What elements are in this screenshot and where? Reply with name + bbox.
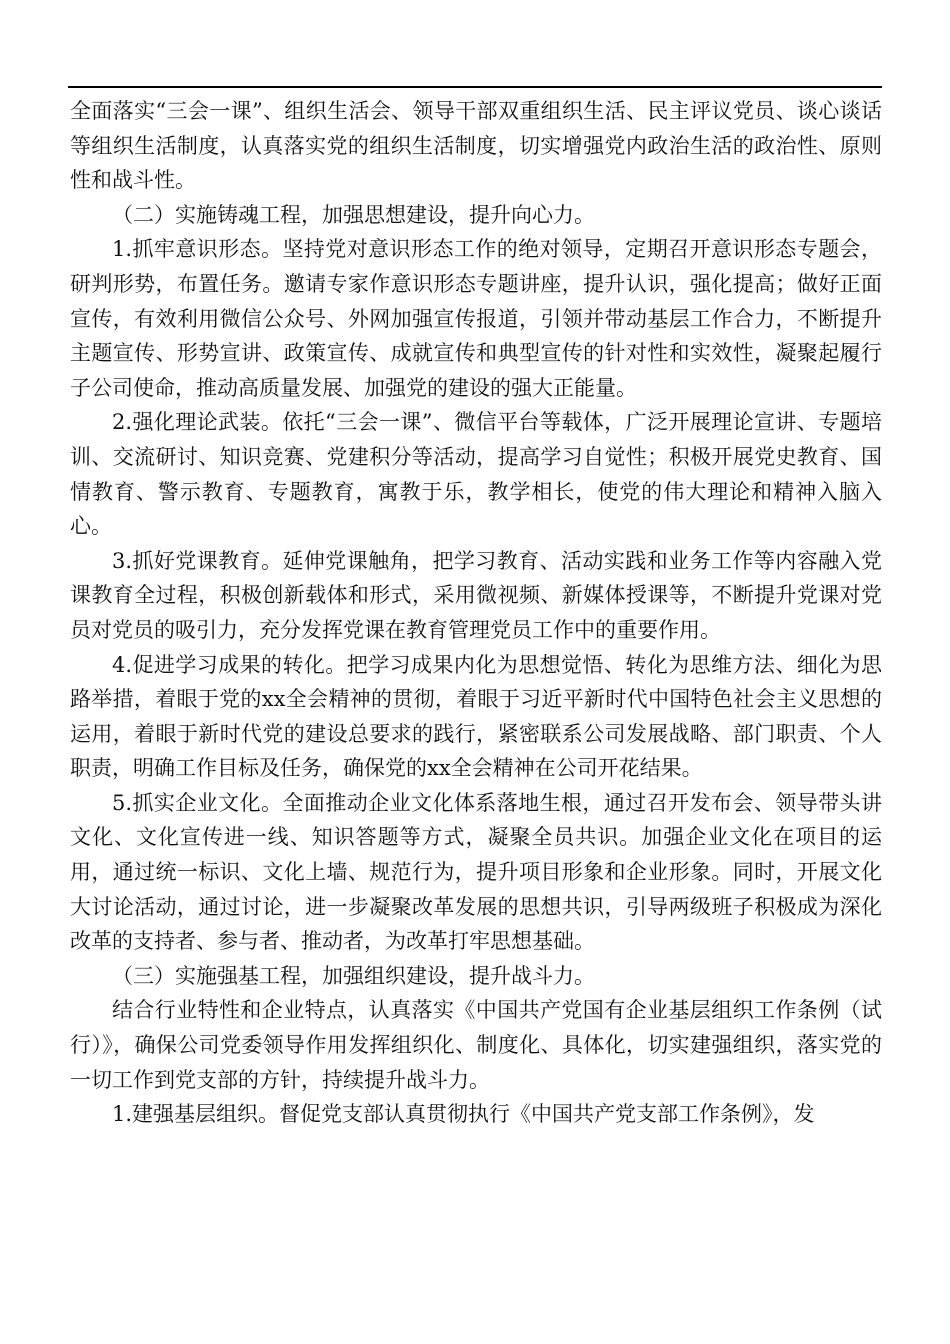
- paragraph-ideology: 1.抓牢意识形态。坚持党对意识形态工作的绝对领导，定期召开意识形态专题会，研判形势，布置任务。邀请专家作意识形态专题讲座，提升认识，强化提高；做好正面宣传，有效利用微信公众号、外网加强宣传报道，引领并带动基层工作合力，不断提升主题宣传、形势宣讲、政策宣传、成就宣传和典型宣传的针对性和实效性，凝聚起履行子公司使命，推动高质量发展、加强党的建设的强大正能量。: [70, 237, 882, 400]
- header-rule: [68, 86, 882, 88]
- paragraph-learning-results: 4.促进学习成果的转化。把学习成果内化为思想觉悟、转化为思维方法、细化为思路举措，着眼于党的xx全会精神的贯彻，着眼于习近平新时代中国特色社会主义思想的运用，着眼于新时代党的建设总要求的践行，紧密联系公司发展战略、部门职责、个人职责，明确工作目标及任务，确保党的xx全会精神在公司开花结果。: [70, 652, 882, 781]
- heading-section-2: （二）实施铸魂工程，加强思想建设，提升向心力。: [112, 202, 595, 227]
- paragraph-grassroots-org: 1.建强基层组织。督促党支部认真贯彻执行《中国共产党支部工作条例》，发: [112, 1102, 815, 1127]
- heading-section-3: （三）实施强基工程，加强组织建设，提升战斗力。: [112, 963, 595, 988]
- paragraph-org-life-continuation: 全面落实“三会一课”、组织生活会、领导干部双重组织生活、民主评议党员、谈心谈话等组织生活制度，认真落实党的组织生活制度，切实增强党内政治生活的政治性、原则性和战斗性。: [70, 99, 882, 193]
- paragraph-theory: 2.强化理论武装。依托“三会一课”、微信平台等载体，广泛开展理论宣讲、专题培训、交流研讨、知识竞赛、党建积分等活动，提高学习自觉性；积极开展党史教育、国情教育、警示教育、专题教育，寓教于乐，教学相长，使党的伟大理论和精神入脑入心。: [70, 410, 882, 539]
- paragraph-corporate-culture: 5.抓实企业文化。全面推动企业文化体系落地生根，通过召开发布会、领导带头讲文化、文化宣传进一线、知识答题等方式，凝聚全员共识。加强企业文化在项目的运用，通过统一标识、文化上墙、规范行为，提升项目形象和企业形象。同时，开展文化大讨论活动，通过讨论，进一步凝聚改革发展的思想共识，引导两级班子积极成为深化改革的支持者、参与者、推动者，为改革打牢思想基础。: [70, 790, 882, 954]
- paragraph-party-lecture: 3.抓好党课教育。延伸党课触角，把学习教育、活动实践和业务工作等内容融入党课教育全过程，积极创新载体和形式，采用微视频、新媒体授课等，不断提升党课对党员对党员的吸引力，充分发挥党课在教育管理党员工作中的重要作用。: [70, 548, 882, 642]
- document-body: [70, 94, 882, 1132]
- paragraph-section-3-intro: 结合行业特性和企业特点，认真落实《中国共产党国有企业基层组织工作条例（试行）》，确保公司党委领导作用发挥组织化、制度化、具体化，切实建强组织，落实党的一切工作到党支部的方针，持续提升战斗力。: [70, 998, 882, 1092]
